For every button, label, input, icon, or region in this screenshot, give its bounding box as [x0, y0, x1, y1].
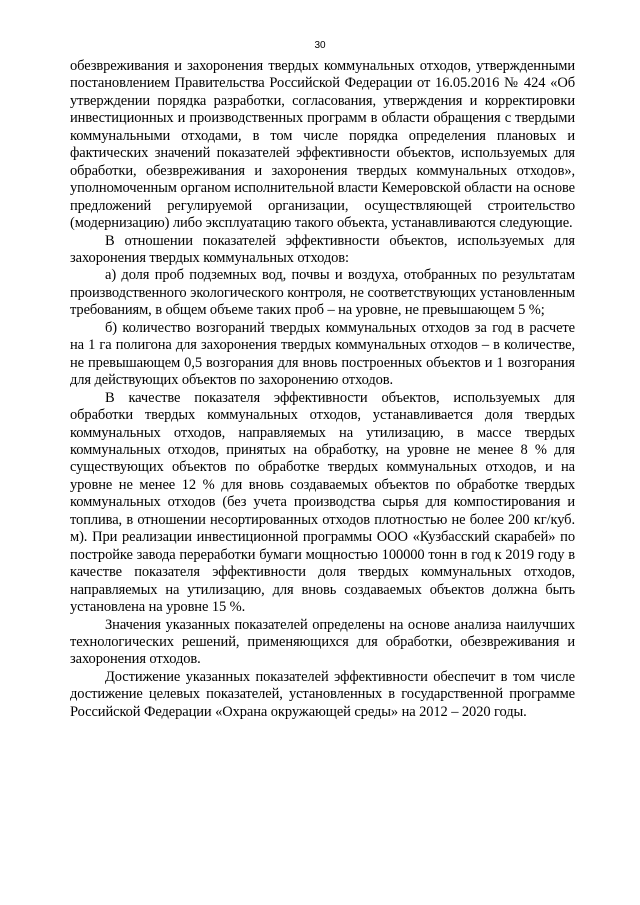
paragraph-burial-indicators-intro: В отношении показателей эффективности объектов, используемых для захоронения твердых коммунальных отходов:	[70, 232, 575, 266]
paragraph-achievement: Достижение указанных показателей эффективности обеспечит в том числе достижение целевых показателей, установленных в государственной программе Российской Федерации «Охрана окружающей среды» на 2012 – 2020 годы.	[70, 668, 575, 720]
page-number: 30	[314, 40, 326, 51]
paragraph-processing-indicator: В качестве показателя эффективности объектов, используемых для обработки твердых коммунальных отходов, устанавливается доля твердых коммунальных отходов, направляемых на утилизацию, в массе твердых коммунальных отходов, принятых на обработку, на уровне не менее 8 % для существующих объектов по обработке твердых коммунальных отходов, и на уровне не менее 12 % для вновь создаваемых объектов по обработке твердых коммунальных отходов (без учета производства сырья для компостирования и топлива, в отношении несортированных отходов плотностью не более 200 кг/куб. м). При реализации инвестиционной программы ООО «Кузбасский скарабей» по постройке завода переработки бумаги мощностью 100000 тонн в год к 2019 году в качестве показателя эффективности доля твердых коммунальных отходов, направляемых на утилизацию, для вновь создаваемых объектов должна быть установлена на уровне 15 %.	[70, 389, 575, 616]
paragraph-continuation: обезвреживания и захоронения твердых коммунальных отходов, утвержденными постановлением Правительства Российской Федерации от 16.05.2016 № 424 «Об утверждении порядка разработки, согласования, утверждения и корректировки инвестиционных и производственных программ в области обращения с твердыми коммунальными отходами, в том числе порядка определения плановых и фактических значений показателей эффективности объектов, используемых для обработки, обезвреживания и захоронения твердых коммунальных отходов», уполномоченным органом исполнительной власти Кемеровской области на основе предложений регулируемой организации, осуществляющей строительство (модернизацию) либо эксплуатацию такого объекта, устанавливаются следующие.	[70, 58, 575, 232]
paragraph-values-basis: Значения указанных показателей определены на основе анализа наилучших технологических решений, применяющихся для обработки, обезвреживания и захоронения отходов.	[70, 616, 575, 668]
paragraph-item-a: а) доля проб подземных вод, почвы и воздуха, отобранных по результатам производственного экологического контроля, не соответствующих установленным требованиям, в общем объеме таких проб – на уровне, не превышающем 5 %;	[70, 267, 575, 319]
paragraph-item-b: б) количество возгораний твердых коммунальных отходов за год в расчете на 1 га полигона для захоронения твердых коммунальных отходов – в количестве, не превышающем 0,5 возгорания для вновь построенных объектов и 1 возгорания для действующих объектов по захоронению отходов.	[70, 319, 575, 389]
document-body	[70, 58, 575, 721]
